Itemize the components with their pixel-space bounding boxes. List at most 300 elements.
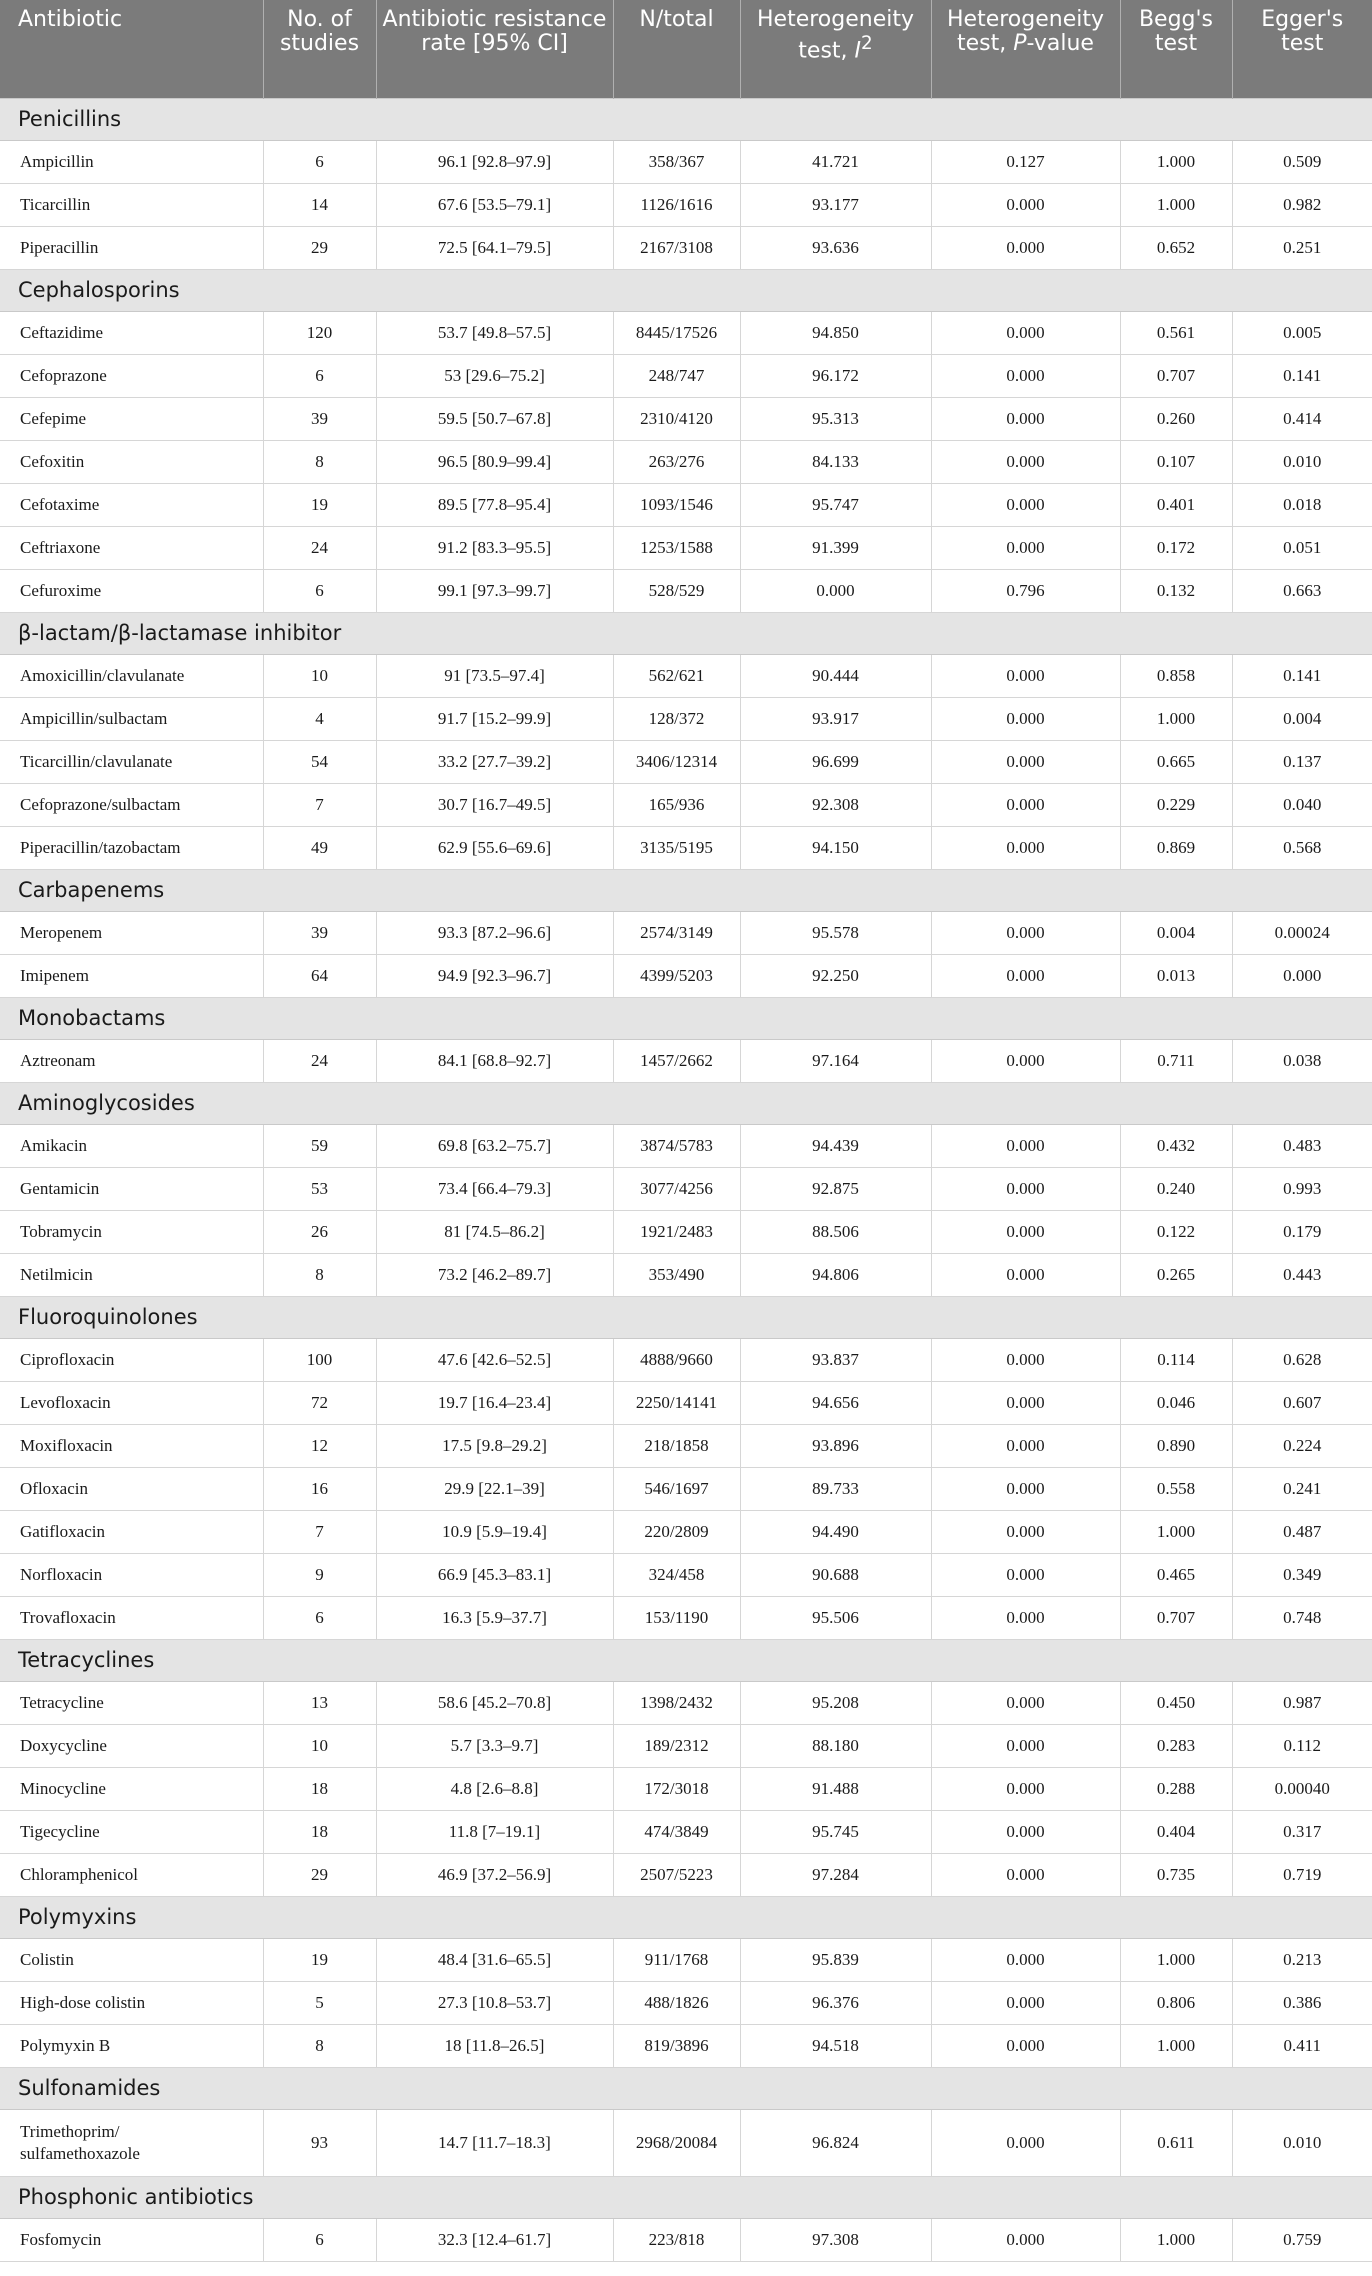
cell-i2: 93.177 <box>740 183 931 226</box>
cell-antibiotic: Cefuroxime <box>0 569 263 612</box>
table-row <box>0 569 1372 612</box>
cell-begg: 0.465 <box>1120 1553 1232 1596</box>
cell-antibiotic: Cefoprazone/sulbactam <box>0 783 263 826</box>
cell-egger: 0.112 <box>1232 1724 1372 1767</box>
cell-ntotal: 488/1826 <box>613 1981 740 2024</box>
cell-studies: 8 <box>263 2024 376 2067</box>
cell-begg: 0.665 <box>1120 740 1232 783</box>
cell-i2: 93.837 <box>740 1338 931 1381</box>
cell-egger: 0.487 <box>1232 1510 1372 1553</box>
cell-ntotal: 1126/1616 <box>613 183 740 226</box>
cell-rate: 46.9 [37.2–56.9] <box>376 1853 613 1896</box>
cell-studies: 53 <box>263 1167 376 1210</box>
table-row <box>0 1938 1372 1981</box>
table-row <box>0 1381 1372 1424</box>
cell-ntotal: 189/2312 <box>613 1724 740 1767</box>
category-row <box>0 2067 1372 2109</box>
cell-rate: 11.8 [7–19.1] <box>376 1810 613 1853</box>
header-rate: Antibiotic resistance rate [95% CI] <box>376 0 613 98</box>
cell-begg: 0.172 <box>1120 526 1232 569</box>
category-label: Sulfonamides <box>0 2067 1372 2109</box>
cell-egger: 0.317 <box>1232 1810 1372 1853</box>
cell-egger: 0.349 <box>1232 1553 1372 1596</box>
table-row <box>0 526 1372 569</box>
cell-studies: 7 <box>263 1510 376 1553</box>
header-p-suffix: -value <box>1026 31 1094 56</box>
cell-antibiotic: Amikacin <box>0 1124 263 1167</box>
cell-egger: 0.982 <box>1232 183 1372 226</box>
category-label: β-lactam/β-lactamase inhibitor <box>0 612 1372 654</box>
cell-studies: 49 <box>263 826 376 869</box>
cell-begg: 0.122 <box>1120 1210 1232 1253</box>
cell-egger: 0.010 <box>1232 2109 1372 2176</box>
cell-antibiotic: Ampicillin <box>0 140 263 183</box>
cell-p: 0.000 <box>931 183 1120 226</box>
table-row <box>0 1981 1372 2024</box>
table-row <box>0 954 1372 997</box>
cell-begg: 0.288 <box>1120 1767 1232 1810</box>
cell-antibiotic: Trovafloxacin <box>0 1596 263 1639</box>
category-label: Fluoroquinolones <box>0 1296 1372 1338</box>
cell-ntotal: 3406/12314 <box>613 740 740 783</box>
cell-p: 0.000 <box>931 1810 1120 1853</box>
cell-rate: 91.2 [83.3–95.5] <box>376 526 613 569</box>
cell-p: 0.000 <box>931 1724 1120 1767</box>
cell-antibiotic: Chloramphenicol <box>0 1853 263 1896</box>
category-row <box>0 997 1372 1039</box>
cell-begg: 1.000 <box>1120 140 1232 183</box>
cell-ntotal: 128/372 <box>613 697 740 740</box>
cell-begg: 1.000 <box>1120 2218 1232 2261</box>
table-header <box>0 0 1372 98</box>
cell-ntotal: 2507/5223 <box>613 1853 740 1896</box>
cell-ntotal: 2968/20084 <box>613 2109 740 2176</box>
cell-antibiotic: Polymyxin B <box>0 2024 263 2067</box>
cell-antibiotic: Piperacillin/tazobactam <box>0 826 263 869</box>
cell-egger: 0.719 <box>1232 1853 1372 1896</box>
cell-antibiotic: Colistin <box>0 1938 263 1981</box>
cell-ntotal: 248/747 <box>613 354 740 397</box>
cell-rate: 89.5 [77.8–95.4] <box>376 483 613 526</box>
cell-ntotal: 1921/2483 <box>613 1210 740 1253</box>
cell-i2: 95.313 <box>740 397 931 440</box>
cell-egger: 0.010 <box>1232 440 1372 483</box>
cell-egger: 0.00024 <box>1232 911 1372 954</box>
cell-rate: 19.7 [16.4–23.4] <box>376 1381 613 1424</box>
cell-i2: 93.636 <box>740 226 931 269</box>
cell-studies: 7 <box>263 783 376 826</box>
cell-ntotal: 1398/2432 <box>613 1681 740 1724</box>
cell-egger: 0.628 <box>1232 1338 1372 1381</box>
cell-ntotal: 3077/4256 <box>613 1167 740 1210</box>
cell-ntotal: 528/529 <box>613 569 740 612</box>
cell-egger: 0.179 <box>1232 1210 1372 1253</box>
cell-begg: 0.229 <box>1120 783 1232 826</box>
cell-rate: 94.9 [92.3–96.7] <box>376 954 613 997</box>
cell-studies: 26 <box>263 1210 376 1253</box>
cell-i2: 95.839 <box>740 1938 931 1981</box>
table-row <box>0 1510 1372 1553</box>
cell-studies: 6 <box>263 2218 376 2261</box>
cell-rate: 47.6 [42.6–52.5] <box>376 1338 613 1381</box>
category-label: Penicillins <box>0 98 1372 140</box>
cell-egger: 0.443 <box>1232 1253 1372 1296</box>
category-label: Monobactams <box>0 997 1372 1039</box>
cell-i2: 93.896 <box>740 1424 931 1467</box>
cell-p: 0.000 <box>931 740 1120 783</box>
cell-ntotal: 474/3849 <box>613 1810 740 1853</box>
cell-egger: 0.213 <box>1232 1938 1372 1981</box>
cell-egger: 0.241 <box>1232 1467 1372 1510</box>
cell-i2: 84.133 <box>740 440 931 483</box>
cell-ntotal: 2574/3149 <box>613 911 740 954</box>
cell-ntotal: 911/1768 <box>613 1938 740 1981</box>
category-row <box>0 869 1372 911</box>
cell-ntotal: 172/3018 <box>613 1767 740 1810</box>
cell-begg: 0.652 <box>1120 226 1232 269</box>
cell-p: 0.000 <box>931 1124 1120 1167</box>
header-egger: Egger's test <box>1232 0 1372 98</box>
cell-rate: 32.3 [12.4–61.7] <box>376 2218 613 2261</box>
cell-begg: 0.401 <box>1120 483 1232 526</box>
category-row <box>0 1296 1372 1338</box>
cell-antibiotic: Moxifloxacin <box>0 1424 263 1467</box>
cell-begg: 0.240 <box>1120 1167 1232 1210</box>
category-row <box>0 98 1372 140</box>
cell-rate: 69.8 [63.2–75.7] <box>376 1124 613 1167</box>
cell-rate: 18 [11.8–26.5] <box>376 2024 613 2067</box>
cell-rate: 66.9 [45.3–83.1] <box>376 1553 613 1596</box>
cell-studies: 120 <box>263 311 376 354</box>
cell-begg: 0.735 <box>1120 1853 1232 1896</box>
cell-i2: 95.506 <box>740 1596 931 1639</box>
cell-ntotal: 263/276 <box>613 440 740 483</box>
cell-antibiotic: Amoxicillin/clavulanate <box>0 654 263 697</box>
cell-egger: 0.224 <box>1232 1424 1372 1467</box>
cell-p: 0.000 <box>931 311 1120 354</box>
cell-rate: 96.5 [80.9–99.4] <box>376 440 613 483</box>
cell-rate: 27.3 [10.8–53.7] <box>376 1981 613 2024</box>
cell-i2: 89.733 <box>740 1467 931 1510</box>
table-row <box>0 2109 1372 2176</box>
table-row <box>0 440 1372 483</box>
cell-p: 0.000 <box>931 1253 1120 1296</box>
cell-egger: 0.414 <box>1232 397 1372 440</box>
cell-p: 0.000 <box>931 1938 1120 1981</box>
cell-p: 0.000 <box>931 440 1120 483</box>
header-row <box>0 0 1372 98</box>
cell-studies: 19 <box>263 483 376 526</box>
cell-rate: 5.7 [3.3–9.7] <box>376 1724 613 1767</box>
cell-i2: 90.688 <box>740 1553 931 1596</box>
header-ntotal: N/total <box>613 0 740 98</box>
cell-p: 0.000 <box>931 1681 1120 1724</box>
cell-rate: 10.9 [5.9–19.4] <box>376 1510 613 1553</box>
cell-p: 0.000 <box>931 954 1120 997</box>
cell-antibiotic: Cefepime <box>0 397 263 440</box>
cell-rate: 67.6 [53.5–79.1] <box>376 183 613 226</box>
cell-p: 0.000 <box>931 826 1120 869</box>
cell-p: 0.000 <box>931 1467 1120 1510</box>
cell-begg: 0.858 <box>1120 654 1232 697</box>
category-label: Cephalosporins <box>0 269 1372 311</box>
table-row <box>0 654 1372 697</box>
cell-studies: 29 <box>263 226 376 269</box>
cell-begg: 0.404 <box>1120 1810 1232 1853</box>
cell-rate: 29.9 [22.1–39] <box>376 1467 613 1510</box>
cell-antibiotic: Doxycycline <box>0 1724 263 1767</box>
table-row <box>0 1467 1372 1510</box>
cell-antibiotic: Ticarcillin <box>0 183 263 226</box>
cell-p: 0.000 <box>931 1210 1120 1253</box>
cell-studies: 8 <box>263 440 376 483</box>
cell-p: 0.000 <box>931 1039 1120 1082</box>
table-row <box>0 397 1372 440</box>
cell-i2: 88.506 <box>740 1210 931 1253</box>
cell-ntotal: 819/3896 <box>613 2024 740 2067</box>
cell-p: 0.000 <box>931 1981 1120 2024</box>
cell-studies: 6 <box>263 140 376 183</box>
cell-p: 0.000 <box>931 911 1120 954</box>
cell-begg: 0.013 <box>1120 954 1232 997</box>
cell-begg: 0.114 <box>1120 1338 1232 1381</box>
cell-antibiotic: Ceftriaxone <box>0 526 263 569</box>
cell-egger: 0.051 <box>1232 526 1372 569</box>
table-body <box>0 98 1372 2261</box>
cell-rate: 72.5 [64.1–79.5] <box>376 226 613 269</box>
table-row <box>0 1039 1372 1082</box>
header-begg: Begg's test <box>1120 0 1232 98</box>
table-row <box>0 140 1372 183</box>
cell-i2: 95.745 <box>740 1810 931 1853</box>
cell-egger: 0.568 <box>1232 826 1372 869</box>
cell-begg: 0.558 <box>1120 1467 1232 1510</box>
table-row <box>0 1553 1372 1596</box>
cell-studies: 64 <box>263 954 376 997</box>
cell-antibiotic: Ciprofloxacin <box>0 1338 263 1381</box>
cell-egger: 0.607 <box>1232 1381 1372 1424</box>
cell-p: 0.000 <box>931 1596 1120 1639</box>
cell-begg: 0.107 <box>1120 440 1232 483</box>
cell-begg: 1.000 <box>1120 1510 1232 1553</box>
category-row <box>0 269 1372 311</box>
cell-begg: 0.806 <box>1120 1981 1232 2024</box>
cell-egger: 0.993 <box>1232 1167 1372 1210</box>
cell-ntotal: 4399/5203 <box>613 954 740 997</box>
cell-antibiotic: Tigecycline <box>0 1810 263 1853</box>
table-row <box>0 1810 1372 1853</box>
cell-i2: 97.164 <box>740 1039 931 1082</box>
cell-egger: 0.759 <box>1232 2218 1372 2261</box>
cell-studies: 18 <box>263 1810 376 1853</box>
cell-i2: 92.250 <box>740 954 931 997</box>
cell-antibiotic: Ticarcillin/clavulanate <box>0 740 263 783</box>
cell-ntotal: 546/1697 <box>613 1467 740 1510</box>
cell-i2: 94.518 <box>740 2024 931 2067</box>
cell-egger: 0.141 <box>1232 654 1372 697</box>
table-row <box>0 1853 1372 1896</box>
cell-egger: 0.137 <box>1232 740 1372 783</box>
cell-rate: 4.8 [2.6–8.8] <box>376 1767 613 1810</box>
cell-studies: 10 <box>263 1724 376 1767</box>
cell-rate: 16.3 [5.9–37.7] <box>376 1596 613 1639</box>
cell-rate: 58.6 [45.2–70.8] <box>376 1681 613 1724</box>
category-row <box>0 1639 1372 1681</box>
cell-p: 0.000 <box>931 1853 1120 1896</box>
cell-i2: 94.850 <box>740 311 931 354</box>
cell-p: 0.000 <box>931 2109 1120 2176</box>
cell-egger: 0.483 <box>1232 1124 1372 1167</box>
cell-studies: 12 <box>263 1424 376 1467</box>
cell-begg: 0.890 <box>1120 1424 1232 1467</box>
cell-egger: 0.038 <box>1232 1039 1372 1082</box>
category-row <box>0 2176 1372 2218</box>
table-row <box>0 483 1372 526</box>
cell-begg: 1.000 <box>1120 2024 1232 2067</box>
cell-begg: 0.611 <box>1120 2109 1232 2176</box>
category-row <box>0 1082 1372 1124</box>
cell-p: 0.127 <box>931 140 1120 183</box>
cell-i2: 94.439 <box>740 1124 931 1167</box>
category-row <box>0 612 1372 654</box>
cell-studies: 29 <box>263 1853 376 1896</box>
cell-ntotal: 324/458 <box>613 1553 740 1596</box>
cell-ntotal: 1457/2662 <box>613 1039 740 1082</box>
cell-antibiotic: Ofloxacin <box>0 1467 263 1510</box>
header-heterogeneity-i2 <box>740 0 931 98</box>
table-row <box>0 2024 1372 2067</box>
cell-antibiotic: Meropenem <box>0 911 263 954</box>
cell-studies: 13 <box>263 1681 376 1724</box>
cell-begg: 0.260 <box>1120 397 1232 440</box>
cell-rate: 48.4 [31.6–65.5] <box>376 1938 613 1981</box>
cell-antibiotic: Tobramycin <box>0 1210 263 1253</box>
cell-studies: 14 <box>263 183 376 226</box>
cell-egger: 0.748 <box>1232 1596 1372 1639</box>
cell-rate: 17.5 [9.8–29.2] <box>376 1424 613 1467</box>
cell-i2: 93.917 <box>740 697 931 740</box>
header-heterogeneity-p <box>931 0 1120 98</box>
cell-studies: 4 <box>263 697 376 740</box>
cell-p: 0.000 <box>931 697 1120 740</box>
table-row <box>0 354 1372 397</box>
cell-antibiotic: Gentamicin <box>0 1167 263 1210</box>
table-row <box>0 783 1372 826</box>
cell-ntotal: 1253/1588 <box>613 526 740 569</box>
table-row <box>0 1767 1372 1810</box>
cell-egger: 0.00040 <box>1232 1767 1372 1810</box>
cell-studies: 24 <box>263 526 376 569</box>
table-row <box>0 1253 1372 1296</box>
table-row <box>0 226 1372 269</box>
cell-studies: 59 <box>263 1124 376 1167</box>
header-p-prefix: Heterogeneity test, <box>947 7 1104 56</box>
category-label: Aminoglycosides <box>0 1082 1372 1124</box>
cell-antibiotic: Levofloxacin <box>0 1381 263 1424</box>
table-row <box>0 1424 1372 1467</box>
cell-antibiotic: Fosfomycin <box>0 2218 263 2261</box>
cell-rate: 53.7 [49.8–57.5] <box>376 311 613 354</box>
cell-antibiotic: Piperacillin <box>0 226 263 269</box>
cell-i2: 88.180 <box>740 1724 931 1767</box>
cell-antibiotic: Norfloxacin <box>0 1553 263 1596</box>
cell-i2: 94.150 <box>740 826 931 869</box>
header-studies: No. of studies <box>263 0 376 98</box>
table-row <box>0 2218 1372 2261</box>
cell-begg: 0.561 <box>1120 311 1232 354</box>
table-row <box>0 311 1372 354</box>
cell-p: 0.000 <box>931 1553 1120 1596</box>
cell-ntotal: 4888/9660 <box>613 1338 740 1381</box>
cell-studies: 24 <box>263 1039 376 1082</box>
cell-antibiotic: Cefoprazone <box>0 354 263 397</box>
cell-egger: 0.987 <box>1232 1681 1372 1724</box>
cell-antibiotic: Tetracycline <box>0 1681 263 1724</box>
cell-i2: 92.875 <box>740 1167 931 1210</box>
cell-begg: 0.283 <box>1120 1724 1232 1767</box>
cell-rate: 33.2 [27.7–39.2] <box>376 740 613 783</box>
cell-begg: 0.004 <box>1120 911 1232 954</box>
cell-ntotal: 358/367 <box>613 140 740 183</box>
cell-i2: 95.578 <box>740 911 931 954</box>
cell-begg: 1.000 <box>1120 1938 1232 1981</box>
cell-studies: 39 <box>263 911 376 954</box>
cell-p: 0.000 <box>931 783 1120 826</box>
cell-ntotal: 223/818 <box>613 2218 740 2261</box>
cell-i2: 94.490 <box>740 1510 931 1553</box>
cell-rate: 99.1 [97.3–99.7] <box>376 569 613 612</box>
cell-p: 0.000 <box>931 2024 1120 2067</box>
cell-ntotal: 3135/5195 <box>613 826 740 869</box>
cell-begg: 0.132 <box>1120 569 1232 612</box>
cell-studies: 39 <box>263 397 376 440</box>
cell-begg: 0.711 <box>1120 1039 1232 1082</box>
cell-p: 0.000 <box>931 1767 1120 1810</box>
cell-begg: 0.707 <box>1120 354 1232 397</box>
cell-studies: 72 <box>263 1381 376 1424</box>
table-row <box>0 1596 1372 1639</box>
cell-studies: 6 <box>263 1596 376 1639</box>
category-row <box>0 1896 1372 1938</box>
cell-p: 0.000 <box>931 226 1120 269</box>
cell-rate: 62.9 [55.6–69.6] <box>376 826 613 869</box>
cell-rate: 14.7 [11.7–18.3] <box>376 2109 613 2176</box>
cell-i2: 94.806 <box>740 1253 931 1296</box>
cell-studies: 10 <box>263 654 376 697</box>
cell-antibiotic: Trimethoprim/ sulfamethoxazole <box>0 2109 263 2176</box>
table-row <box>0 1681 1372 1724</box>
cell-antibiotic: Minocycline <box>0 1767 263 1810</box>
cell-rate: 53 [29.6–75.2] <box>376 354 613 397</box>
cell-antibiotic: Ampicillin/sulbactam <box>0 697 263 740</box>
cell-rate: 93.3 [87.2–96.6] <box>376 911 613 954</box>
cell-i2: 97.284 <box>740 1853 931 1896</box>
cell-p: 0.000 <box>931 483 1120 526</box>
table-row <box>0 183 1372 226</box>
table-row <box>0 1724 1372 1767</box>
cell-antibiotic: High-dose colistin <box>0 1981 263 2024</box>
cell-egger: 0.005 <box>1232 311 1372 354</box>
cell-i2: 0.000 <box>740 569 931 612</box>
cell-p: 0.000 <box>931 1338 1120 1381</box>
cell-i2: 92.308 <box>740 783 931 826</box>
cell-i2: 91.488 <box>740 1767 931 1810</box>
cell-studies: 6 <box>263 354 376 397</box>
cell-studies: 19 <box>263 1938 376 1981</box>
cell-begg: 0.450 <box>1120 1681 1232 1724</box>
category-label: Polymyxins <box>0 1896 1372 1938</box>
category-label: Tetracyclines <box>0 1639 1372 1681</box>
